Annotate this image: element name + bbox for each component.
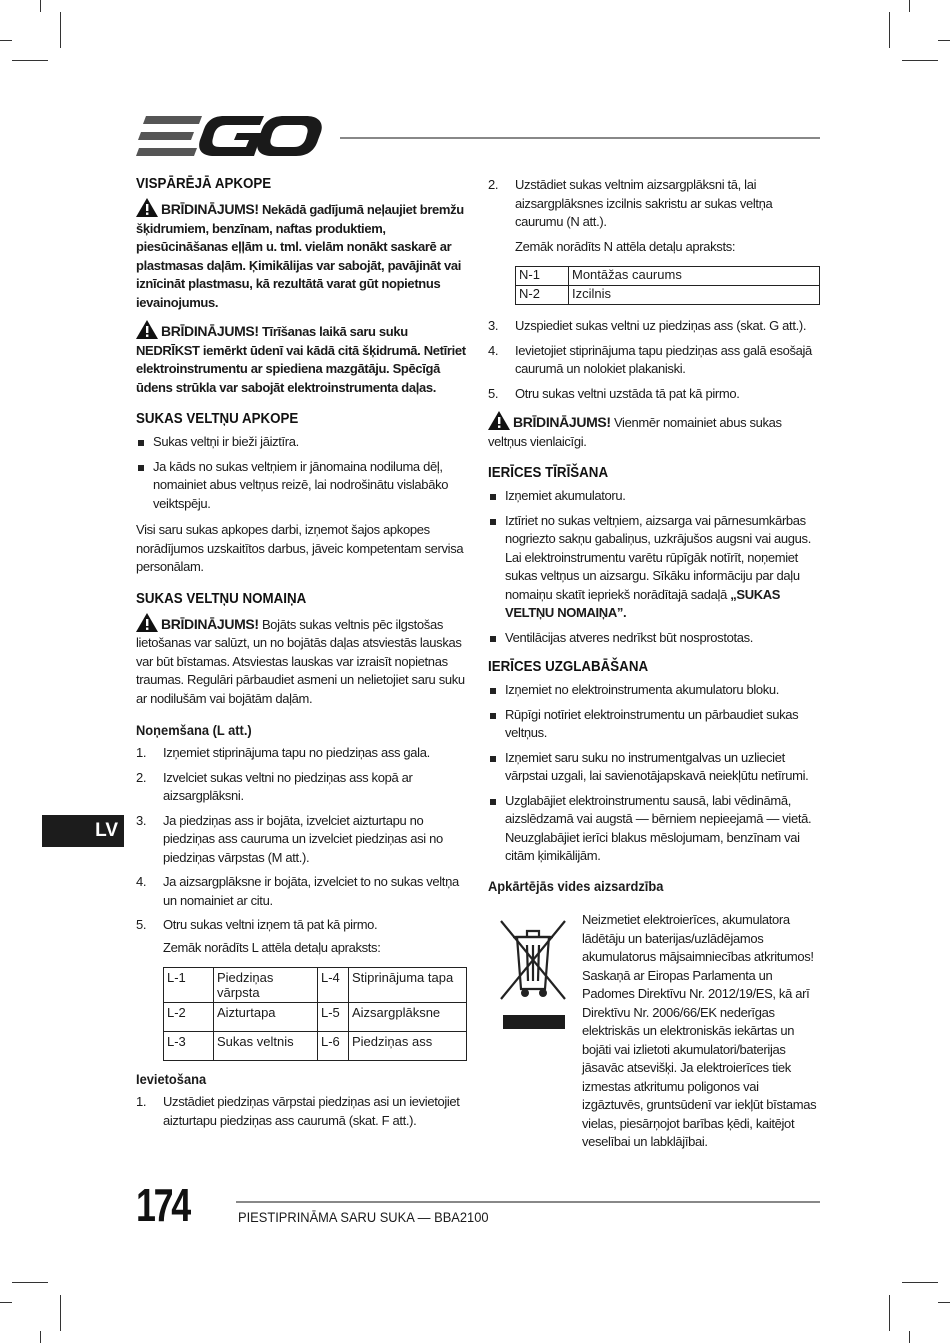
parts-table-n: [515, 266, 820, 305]
list-item-text: Iztīriet no sukas veltņiem, aizsarga vai pārnesumkārbas nogriezto sakņu gabaliņus, uzkrājušos augsni vai augus. Lai elektroinstrumentu varētu rūpīgāk notīrīt, noņemiet sukas veltņus un aizsargu. Sīkāku informāciju par daļu nomaiņu skatīt iepriekš norādītajā sadaļā: [505, 512, 811, 602]
language-tab: LV: [42, 815, 124, 847]
ego-logo: [136, 114, 322, 160]
environment-heading: Apkārtējās vides aizsardzība: [488, 877, 664, 894]
crop-mark: [909, 1331, 910, 1343]
page-number: 174: [136, 1179, 189, 1231]
left-column: [136, 176, 467, 1138]
crop-mark: [0, 1302, 12, 1303]
crop-mark: [60, 1295, 61, 1331]
table-cell: L-4: [318, 968, 349, 1003]
table-cell: N-2: [516, 286, 569, 305]
crop-mark: [938, 1302, 950, 1303]
table-intro: Zemāk norādīts N attēla detaļu apraksts:: [515, 238, 736, 254]
parts-table-l: [163, 967, 467, 1061]
warning-icon: [136, 198, 158, 217]
cleaning-heading: IERĪCES TĪRĪŠANA: [488, 465, 609, 481]
service-paragraph: Visi saru sukas apkopes darbi, izņemot šajos apkopes norādījumos uzskaitītos darbus, jāveic kompetentam servisa personālam.: [136, 522, 464, 574]
crop-mark: [12, 1282, 48, 1283]
crop-mark: [902, 60, 938, 61]
right-column: [488, 176, 820, 900]
crop-mark: [938, 40, 950, 41]
list-item: Rūpīgi notīriet elektroinstrumentu un pārbaudiet sukas veltņus.: [488, 706, 820, 743]
weee-bar: [503, 1015, 565, 1029]
list-item: [136, 873, 467, 910]
section-reference: „SUKAS VELTŅU NOMAIŅA”.: [505, 586, 781, 620]
table-cell: Piedziņas ass: [349, 1032, 467, 1061]
environment-paragraph: Neizmetiet elektroierīces, akumulatora lādētāju un baterijas/uzlādējamos akumulatorus mājsaimniecības atkritumos! Saskaņā ar Eiropas Parlamenta un Padomes Direktīvu Nr. 2012/19/ES, kā arī Direktīvu Nr. 2006/66/EK nederīgas elektriskās un elektroniskās iekārtas un bojāti vai izlietoti akumulatori/baterijas jāsavāc atsevišķi. Ja elektroierīces tiek izmestas atkritumu poligonos vai izgāztuvēs, gruntsūdenī var iekļūt bīstamas vielas, piesārņojot barības ķēdi, kaitējot veselībai un labklājībai.: [582, 912, 817, 1149]
installation-heading: Ievietošana: [136, 1071, 207, 1087]
step-text: Ievietojiet stiprinājuma tapu piedziņas ass galā esošajā caurumā un nolokiet plakaniski.: [515, 342, 812, 376]
table-row: [516, 267, 820, 286]
crop-mark: [909, 0, 910, 12]
crop-mark: [0, 40, 12, 41]
footer-title: PIESTIPRINĀMA SARU SUKA — BBA2100: [238, 1209, 489, 1225]
table-cell: Sukas veltnis: [214, 1032, 318, 1061]
installation-steps: [488, 317, 820, 403]
list-item: Izņemiet no elektroinstrumenta akumulatoru bloku.: [488, 681, 820, 700]
warning-label: BRĪDINĀJUMS!: [513, 414, 611, 430]
list-item: [488, 176, 820, 232]
step-number: 1.: [136, 745, 147, 760]
list-item: [488, 385, 820, 404]
warning-icon: [136, 320, 158, 339]
roller-replacement-heading: SUKAS VELTŅU NOMAIŅA: [136, 590, 307, 607]
roller-maintenance-list: [136, 433, 467, 513]
list-item: Izņemiet saru suku no instrumentgalvas un uzlieciet vārpstai uzgali, lai savienotājapskavā neiekļūtu netīrumi.: [488, 749, 820, 786]
step-number: 4.: [136, 874, 147, 889]
header-rule: [340, 137, 820, 139]
table-row: [164, 968, 467, 1003]
warning-icon: [136, 613, 158, 632]
step-text: Izņemiet stiprinājuma tapu no piedziņas ass gala.: [163, 745, 430, 760]
warning-paragraph: [488, 411, 820, 451]
warning-text: Bojāts sukas veltnis pēc ilgstošas lietošanas var salūzt, un no bojātās daļas atsviestās lauskas var būt bīstamas. Atsviestas lauskas var izraisīt nopietnas traumas. Regulāri pārbaudiet asmeni un nelietojiet saru suku ar nodilušām vai bojātām daļām.: [136, 616, 465, 706]
step-number: 3.: [136, 812, 147, 828]
table-cell: Piedziņas vārpsta: [214, 968, 318, 1003]
step-number: 2.: [136, 769, 147, 785]
table-row: [164, 1003, 467, 1032]
table-row: [164, 1032, 467, 1061]
list-item: [136, 916, 467, 935]
removal-steps: [136, 744, 467, 935]
warning-paragraph: [136, 198, 467, 312]
installation-steps: [136, 1093, 467, 1130]
table-cell: Montāžas caurums: [569, 267, 820, 286]
table-cell: L-1: [164, 968, 214, 1003]
step-text: Ja aizsargplāksne ir bojāta, izvelciet to no sukas veltņa un nomainiet ar citu.: [163, 874, 459, 908]
table-cell: L-5: [318, 1003, 349, 1032]
table-cell: N-1: [516, 267, 569, 286]
weee-crossed-bin-icon: [497, 915, 569, 1003]
warning-text: Nekādā gadījumā neļaujiet bremžu šķidrumiem, benzīnam, naftas produktiem, piesūcināšanas eļļām u. tml. vielām nonākt saskarē ar plastmasas daļām. Ķimikālijas var sabojāt, pavājināt vai iznīcināt plastmasu, kā rezultātā varat gūt nopietnus ievainojumus.: [136, 202, 464, 310]
list-item: [488, 512, 820, 623]
step-number: 4.: [488, 342, 499, 358]
list-item: Ventilācijas atveres nedrīkst būt nosprostotas.: [488, 629, 820, 648]
step-number: 1.: [136, 1094, 147, 1109]
table-cell: L-3: [164, 1032, 214, 1061]
list-item: [136, 769, 467, 806]
crop-mark: [40, 0, 41, 12]
crop-mark: [889, 12, 890, 48]
crop-mark: [889, 1295, 890, 1331]
step-text: Uzspiediet sukas veltni uz piedziņas ass (skat. G att.).: [515, 318, 807, 333]
footer-rule: [236, 1201, 820, 1203]
step-text: Otru sukas veltni izņem tā pat kā pirmo.: [163, 917, 378, 932]
list-item: Izņemiet akumulatoru.: [488, 487, 820, 506]
list-item: [488, 317, 820, 336]
table-cell: L-2: [164, 1003, 214, 1032]
warning-label: BRĪDINĀJUMS!: [161, 323, 259, 339]
step-text: Otru sukas veltni uzstāda tā pat kā pirmo.: [515, 385, 740, 401]
list-item: Sukas veltņi ir bieži jāiztīra.: [136, 433, 467, 452]
warning-icon: [488, 411, 510, 430]
table-cell: L-6: [318, 1032, 349, 1061]
list-item: [136, 1093, 467, 1130]
list-item: Uzglabājiet elektroinstrumentu sausā, labi vēdināmā, aizslēdzamā vai augstā — bērniem nepieejamā — vietā. Neuzglabājiet ierīci blakus mēslojumam, benzīnam vai citām ķimikālijām.: [488, 792, 820, 866]
step-text: Ja piedziņas ass ir bojāta, izvelciet aizturtapu no piedziņas ass cauruma un izvelciet piedziņas asi no piedziņas vārpstas (M att.).: [163, 812, 443, 865]
warning-label: BRĪDINĀJUMS!: [161, 201, 259, 217]
list-item: Ja kāds no sukas veltņiem ir jānomaina nodiluma dēļ, nomainiet abus veltņus reizē, lai nodrošinātu vislabāko veiktspēju.: [136, 458, 467, 514]
list-item: [136, 744, 467, 763]
warning-paragraph: [136, 320, 467, 397]
removal-heading: Noņemšana (L att.): [136, 722, 252, 738]
table-cell: Stiprinājuma tapa: [349, 968, 467, 1003]
crop-mark: [12, 60, 48, 61]
table-cell: Aizturtapa: [214, 1003, 318, 1032]
crop-mark: [40, 1331, 41, 1343]
cleaning-list: [488, 487, 820, 647]
list-item: [136, 812, 467, 868]
table-row: [516, 286, 820, 305]
step-text: Uzstādiet sukas veltnim aizsargplāksni tā, lai aizsargplāksnes izcilnis sakristu ar sukas veltņa caurumu (N att.).: [515, 177, 773, 229]
step-number: 5.: [488, 385, 499, 401]
crop-mark: [902, 1282, 938, 1283]
table-cell: Izcilnis: [569, 286, 820, 305]
roller-maintenance-heading: SUKAS VELTŅU APKOPE: [136, 411, 299, 427]
installation-steps: [488, 176, 820, 232]
list-item: [488, 342, 820, 379]
storage-heading: IERĪCES UZGLABĀŠANA: [488, 659, 649, 675]
warning-text: Tīrīšanas laikā saru suku NEDRĪKST iemērkt ūdenī vai kādā citā šķidrumā. Netīriet elektroinstrumentu ar spiediena mazgātāju. Spēcīgā ūdens strūkla var sabojāt elektroinstrumenta daļas.: [136, 324, 466, 395]
step-number: 5.: [136, 917, 147, 932]
step-number: 2.: [488, 177, 499, 192]
warning-text: Vienmēr nomainiet abus sukas veltņus vienlaicīgi.: [488, 415, 782, 449]
warning-label: BRĪDINĀJUMS!: [161, 615, 259, 632]
step-text: Uzstādiet piedziņas vārpstai piedziņas asi un ievietojiet aizturtapu piedziņas ass caurumā (skat. F att.).: [163, 1094, 460, 1128]
table-cell: Aizsargplāksne: [349, 1003, 467, 1032]
step-number: 3.: [488, 318, 499, 333]
crop-mark: [60, 12, 61, 48]
warning-paragraph: [136, 613, 467, 709]
step-text: Izvelciet sukas veltni no piedziņas ass kopā ar aizsargplāksni.: [163, 769, 413, 803]
storage-list: [488, 681, 820, 866]
general-maintenance-heading: VISPĀRĒJĀ APKOPE: [136, 176, 272, 192]
table-intro: Zemāk norādīts L attēla detaļu apraksts:: [163, 939, 381, 955]
